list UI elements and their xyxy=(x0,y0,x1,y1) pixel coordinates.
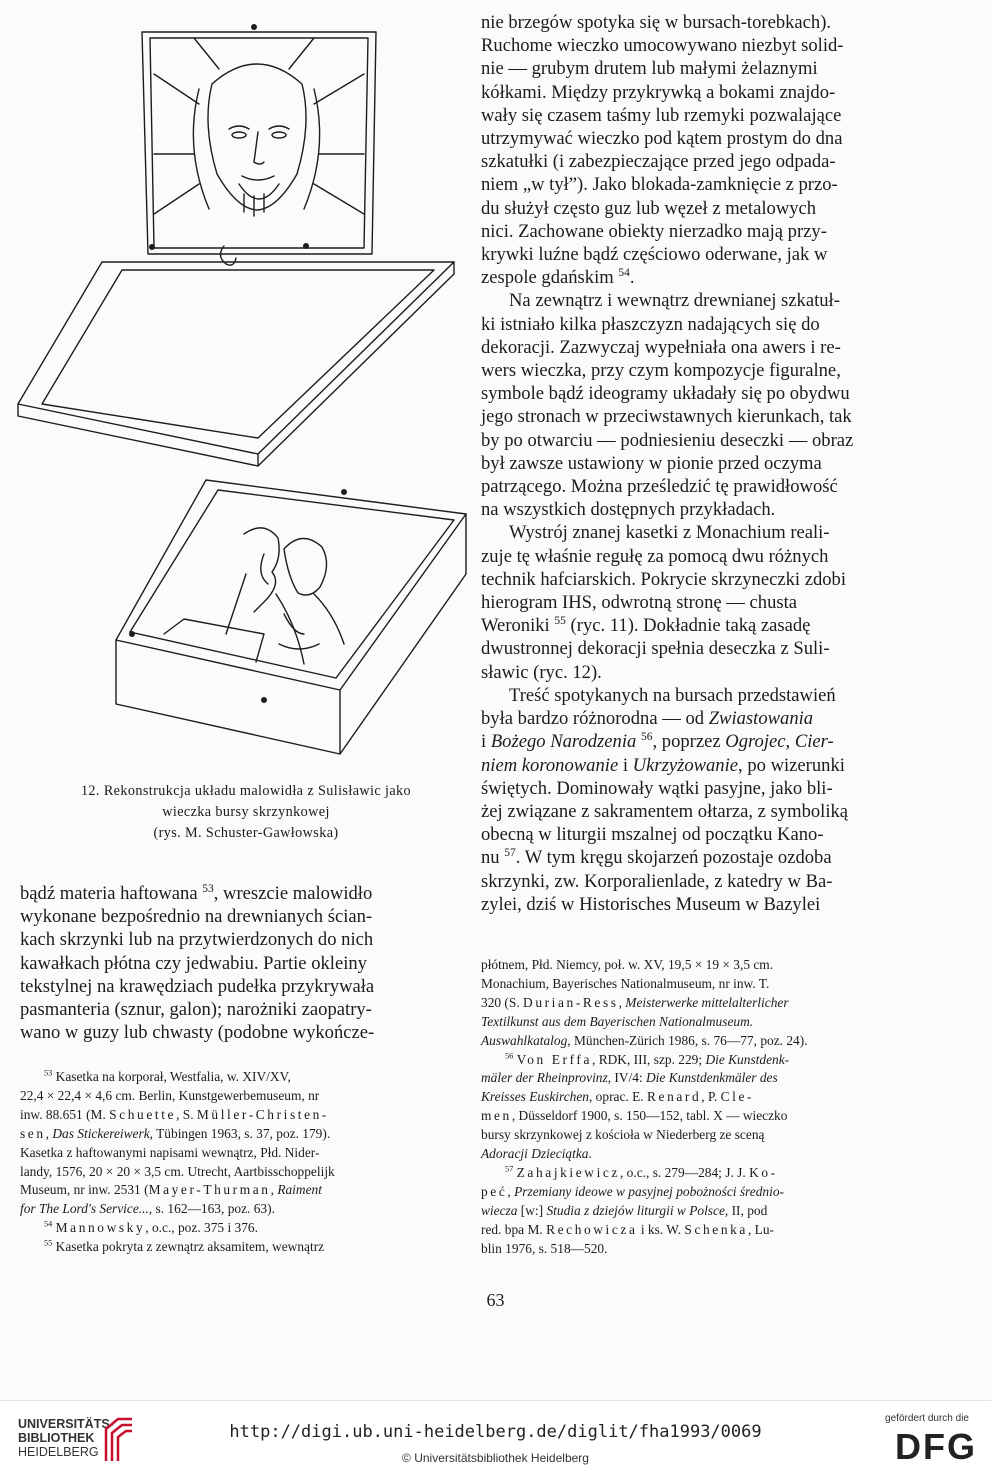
text-line: krywki luźne bądź częściowo oderwane, jak w xyxy=(481,244,828,266)
footnote-57: $^{57}$ Zahajkiewicz, o.c., s. 279—284; J. J. Ko- peć, Przemiany ideowe w pasyjnej pobożności średnio- wiecza [w:] Studia z dziejów liturgii w Polsce, II, pod red. bpa M. Rechowicza i ks. W. Schenka, Lu- blin 1976, s. 518—520. xyxy=(481,1164,784,1256)
text-line: był zawsze ustawiony w pionie przed oczyma xyxy=(481,452,822,474)
lower-box-drawing xyxy=(116,480,466,754)
source-url-link[interactable]: http://digi.ub.uni-heidelberg.de/diglit/fha1993/0069 xyxy=(229,1422,762,1442)
text-line: patrzącego. Można prześledzić tę prawidłowość xyxy=(481,476,838,498)
text-line: wano w guzy lub chwasty (podobne wykończe- xyxy=(20,1022,375,1044)
footnote-54: $^{54}$ Mannowsky, o.c., poz. 375 i 376. xyxy=(44,1219,258,1236)
text-line: kawałkach płótna czy jedwabiu. Partie okleiny xyxy=(20,952,367,974)
text-line: jego stronach w przeciwstawnych kierunkach, tak xyxy=(481,406,852,428)
paragraph-2 xyxy=(481,289,919,521)
footnote-53: $^{53}$ Kasetka na korporał, Westfalia, w. XIV/XV, 22,4 × 22,4 × 4,6 cm. Berlin, Kunstgewerbemuseum, nr inw. 88.651 (M. Schuette, S. Müller-Christen- sen, Das Stickereiwerk, Tübingen 1963, s. 37, poz. 179). Kasetka z haftowanymi napisami wewnątrz, Płd. Nider- landy, 1576, 20 × 20 × 3,5 cm. Utrecht, Aartbisschoppelijk Museum, nr inw. 2531 (Mayer-Thurman, Raiment for The Lord's Service..., s. 162—163, poz. 63). xyxy=(20,1068,335,1217)
paragraph-4: Treść spotykanych na bursach przedstawień była bardzo różnorodna — od Zwiastowania i Bożego Narodzenia $^{56}$, poprzez Ogrojec, Cier- niem koronowanie i Ukrzyżowanie, po wizerunki świętych. Dominowały wątki pasyjne, jako bli- żej związane z sakramentem ołtarza, z symboliką obecną w liturgii mszalnej od początku Kano- nu $^{57}$. W tym kręgu skojarzeń pozostaje ozdoba skrzynki, zw. Korporalienlade, z katedry w Ba- zylei, dziś w Historisches Museum w Bazylei xyxy=(481,684,849,915)
text-line: Ruchome wieczko umocowywano niezbyt solid- xyxy=(481,35,844,57)
footnote-ref-55: 55 xyxy=(554,615,566,628)
text-line: kach skrzynki lub na przytwierdzonych do nich xyxy=(20,929,374,951)
text-line: symbole bądź ideogramy układały się po obydwu xyxy=(481,383,850,405)
footnotes-right xyxy=(481,956,919,1259)
text-line: wykonane bezpośrednio na drewnianych ścian- xyxy=(20,906,373,928)
funding-label: gefördert durch die xyxy=(885,1413,969,1424)
footnote-56: $^{56}$ Von Erffa, RDK, III, szp. 229; Die Kunstdenk- mäler der Rheinprovinz, IV/4: Die Kunstdenkmäler des Kreisses Euskirchen, oprac. E. Renard, P. Cle- men, Düsseldorf 1900, s. 150—152, tabl. X — wieczko bursy skrzynkowej z kościoła w Niederberg ze sceną Adoracji Dzieciątka. xyxy=(481,1051,790,1162)
figure-caption xyxy=(20,781,472,844)
text-line: wers wieczka, przy czym kompozycje figuralne, xyxy=(481,360,841,382)
upper-box-drawing xyxy=(18,24,454,466)
footnote-ref-56: 56 xyxy=(640,731,653,744)
footnotes-left xyxy=(20,1068,460,1257)
text-line: wały się czasem taśmy lub rzemyki pozwalające xyxy=(481,104,842,126)
text-line: zylei, dziś w Historisches Museum w Bazylei xyxy=(481,893,821,915)
footnote-55: $^{55}$ Kasetka pokryta z zewnątrz aksamitem, wewnątrz xyxy=(44,1238,325,1255)
right-column-text xyxy=(481,11,919,916)
text-line: skrzynki, zw. Korporalienlade, z katedry w Ba- xyxy=(481,870,833,892)
footnote-ref-54: 54 xyxy=(618,267,630,280)
text-line: dwustronnej dekoracji spełnia deseczka z Suli- xyxy=(481,638,830,660)
footnote-ref-57: 57 xyxy=(504,847,516,860)
text-line: hierogram IHS, odwrotną stronę — chusta xyxy=(481,592,798,614)
text-line: zuje tę właśnie regułę za pomocą dwu różnych xyxy=(481,545,829,567)
dfg-logo: DFG xyxy=(895,1426,977,1467)
copyright-notice: © Universitätsbibliothek Heidelberg xyxy=(402,1451,589,1465)
text-line: Wystrój znanej kasetki z Monachium reali- xyxy=(509,522,830,544)
text-line: ki istniało kilka płaszczyzn nadających się do xyxy=(481,313,820,335)
text-line: dekoracji. Zazwyczaj wypełniała ona awers i re- xyxy=(481,336,841,358)
text-line: na wszystkich dostępnych przykładach. xyxy=(481,499,776,521)
paragraph-left: bądź materia haftowana $^{53}$, wreszcie malowidło wykonane bezpośrednio na drewnianych ścian- kach skrzynki lub na przytwierdzonych do nich kawałkach płótna czy jedwabiu. Partie okleiny tekstylnej na krawędziach pudełka przykrywała pasmanteria (sznur, galon); narożniki zaopatry- wano w guzy lub chwasty (podobne wykończe- xyxy=(20,882,375,1044)
text-line: nici. Zachowane obiekty nierzadko mają przy- xyxy=(481,220,827,242)
text-line: świętych. Dominowały wątki pasyjne, jako bli- xyxy=(481,777,833,799)
text-line: kółkami. Między przykrywką a bokami znajdo- xyxy=(481,81,836,103)
text-line: Na zewnątrz i wewnątrz drewnianej szkatuł- xyxy=(509,290,840,312)
text-line: by po otwarciu — podniesieniu deseczki — obraz xyxy=(481,429,854,451)
figure-drawing xyxy=(14,14,474,774)
caption-line-1: 12. Rekonstrukcja układu malowidła z Sulisławic jako xyxy=(80,783,412,799)
text-line: technik hafciarskich. Pokrycie skrzyneczki zdobi xyxy=(481,568,847,590)
text-line: nie brzegów spotyka się w bursach-torebkach). xyxy=(481,12,832,33)
paragraph-3: Wystrój znanej kasetki z Monachium reali- zuje tę właśnie regułę za pomocą dwu różnych technik hafciarskich. Pokrycie skrzyneczki zdobi hierogram IHS, odwrotną stronę — chusta Weroniki $^{55}$ (ryc. 11). Dokładnie taką zasadę dwustronnej dekoracji spełnia deseczka z Suli- sławic (ryc. 12). xyxy=(481,522,847,683)
text-line: żej związane z sakramentem ołtarza, z symboliką xyxy=(481,800,849,822)
text-line: tekstylnej na krawędziach pudełka przykrywała xyxy=(20,975,375,997)
text-line: szkatułki (i zabezpieczające przed jego odpada- xyxy=(481,151,836,173)
left-column-text xyxy=(20,882,460,1044)
text-line: nie — grubym drutem lub małymi żelaznymi xyxy=(481,58,818,80)
page-number: 63 xyxy=(486,1290,505,1310)
caption-line-3: (rys. M. Schuster-Gawłowska) xyxy=(153,825,339,841)
text-line: zespole gdańskim xyxy=(481,267,614,289)
text-line: sławic (ryc. 12). xyxy=(481,661,602,683)
paragraph-1: nie brzegów spotyka się w bursach-torebkach). Ruchome wieczko umocowywano niezbyt solid- nie — grubym drutem lub małymi żelaznymi kółkami. Między przykrywką a bokami znajdo- wały się czasem taśmy lub rzemyki pozwalające utrzymywać wieczko pod kątem prostym do dna szkatułki (i zabezpieczające przed jego odpada- niem „w tył”). Jako blokada-zamknięcie z przo- du służył często guz lub węzeł z metalowych nici. Zachowane obiekty nierzadko mają przy- krywki luźne bądź częściowo oderwane, jak w zespole gdańskim $^{54}$. xyxy=(481,12,844,289)
footnote-ref-53: 53 xyxy=(202,882,214,895)
text-line: niem „w tył”). Jako blokada-zamknięcie z przo- xyxy=(481,174,838,196)
caption-line-2: wieczka bursy skrzynkowej xyxy=(162,804,330,820)
text-line: obecną w liturgii mszalnej od początku Kano- xyxy=(481,824,824,846)
footnote-55-cont: płótnem, Płd. Niemcy, poł. w. XV, 19,5 × 19 × 3,5 cm. Monachium, Bayerisches Nationalmuseum, nr inw. T. 320 (S. Durian-Ress, Meisterwerke mittelalterlicher Textilkunst aus dem Bayerischen Nationalmuseum. Auswahlkatalog, München-Zürich 1986, s. 76—77, poz. 24). xyxy=(481,957,808,1048)
text-line: utrzymywać wieczko pod kątem prostym do dna xyxy=(481,128,843,150)
footer-bar xyxy=(0,1400,991,1478)
library-name: UNIVERSITÄTS- BIBLIOTHEK HEIDELBERG xyxy=(18,1417,114,1459)
text-line: du służył często guz lub węzeł z metalowych xyxy=(481,197,817,219)
text-line: pasmanteria (sznur, galon); narożniki zaopatry- xyxy=(20,999,372,1021)
